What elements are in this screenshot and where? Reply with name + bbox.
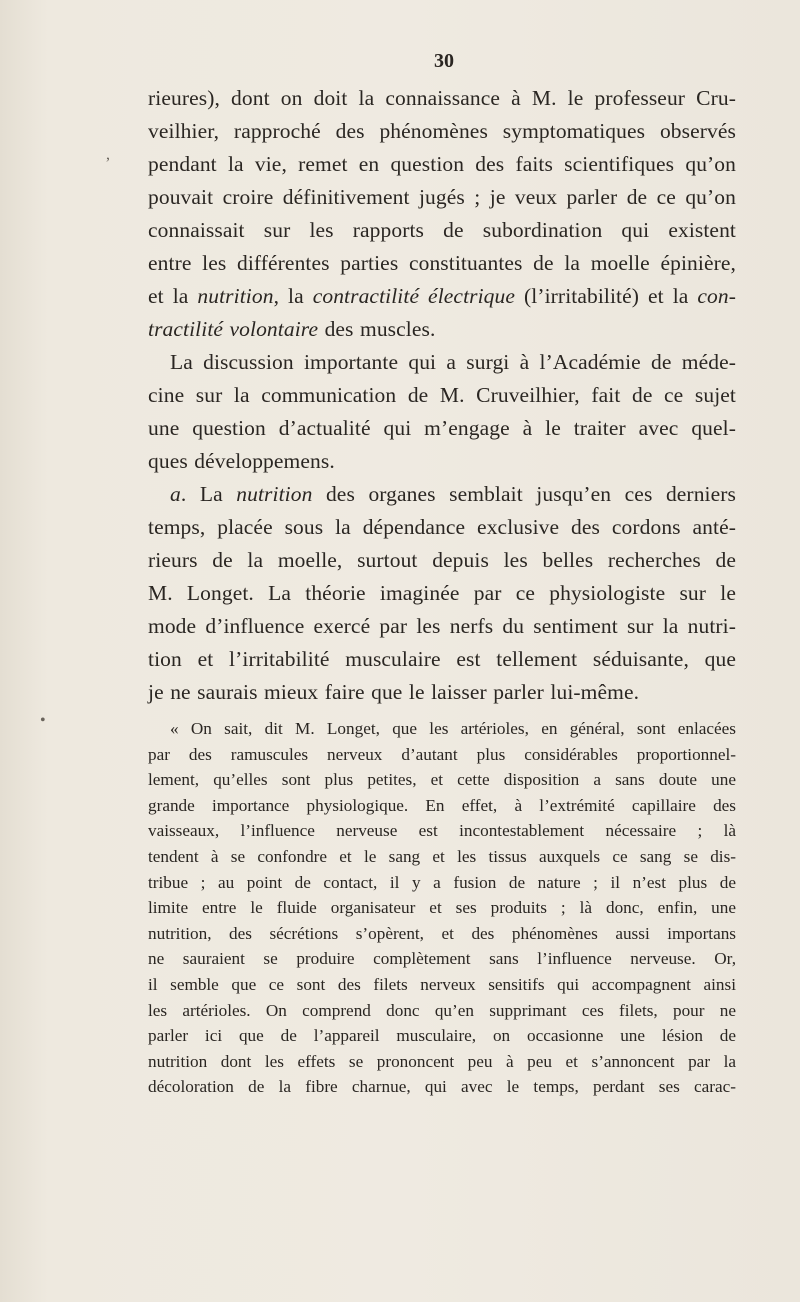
quote-line: lement, qu’elles sont plus petites, et cette disposition a sans doute une — [148, 770, 736, 790]
text-segment: rieurs de la moelle, surtout depuis les belles recherches de — [148, 548, 736, 572]
text-segment: veilhier, rapproché des phénomènes symptomatiques observés — [148, 119, 736, 143]
text-segment: , la — [273, 284, 313, 308]
text-segment: rieures), dont on doit la connaissance à M. le professeur Cru- — [148, 86, 736, 110]
text-line — [148, 313, 736, 346]
text-segment: La discussion importante qui a surgi à l’Académie de méde- — [170, 350, 736, 374]
quote-line: tendent à se confondre et le sang et les tissus auxquels ce sang se dis- — [148, 846, 736, 866]
quote-line: limite entre le fluide organisateur et ses produits ; là donc, enfin, une — [148, 898, 736, 918]
text-line — [148, 115, 736, 148]
text-line — [148, 181, 736, 214]
text-segment: temps, placée sous la dépendance exclusive des cordons anté- — [148, 515, 736, 539]
text-line — [148, 346, 736, 379]
quote-line: nutrition dont les effets se prononcent peu à peu et s’annoncent par la — [148, 1051, 736, 1071]
quote-line: grande importance physiologique. En effet, à l’extrémité capillaire des — [148, 795, 736, 815]
italic-text: a — [170, 482, 181, 506]
text-segment: ques développemens. — [148, 449, 335, 473]
text-line — [148, 379, 736, 412]
text-segment: une question d’actualité qui m’engage à le traiter avec quel- — [148, 416, 736, 440]
text-line — [148, 676, 736, 709]
text-line — [148, 478, 736, 511]
quote-line: « On sait, dit M. Longet, que les artérioles, en général, sont enlacées — [170, 719, 736, 738]
italic-text: tractilité volontaire — [148, 317, 319, 341]
text-line — [148, 643, 736, 676]
italic-text: nutrition — [236, 482, 313, 506]
text-line — [148, 148, 736, 181]
italic-text: nutrition — [197, 284, 274, 308]
text-segment: des muscles. — [318, 317, 436, 341]
text-segment: pendant la vie, remet en question des faits scientifiques qu’on — [148, 152, 736, 176]
quote-line: il semble que ce sont des filets nerveux sensitifs qui accompagnent ainsi — [148, 974, 736, 994]
quote-line: nutrition, des sécrétions s’opèrent, et des phénomènes aussi importans — [148, 923, 736, 943]
text-line — [148, 544, 736, 577]
text-segment: connaissait sur les rapports de subordination qui existent — [148, 218, 736, 242]
text-segment: M. Longet. La théorie imaginée par ce physiologiste sur le — [148, 581, 736, 605]
quote-line: décoloration de la fibre charnue, qui avec le temps, perdant ses carac- — [148, 1077, 736, 1097]
text-segment: (l’irritabilité) et la — [515, 284, 698, 308]
text-line — [148, 445, 736, 478]
text-line — [148, 577, 736, 610]
text-line — [148, 247, 736, 280]
text-line — [148, 82, 736, 115]
quote-line: parler ici que de l’appareil musculaire, on occasionne une lésion de — [148, 1026, 736, 1046]
text-segment: je ne saurais mieux faire que le laisser parler lui-même. — [148, 680, 640, 704]
text-segment: des organes semblait jusqu’en ces derniers — [312, 482, 736, 506]
quote-line: tribue ; au point de contact, il y a fusion de nature ; il n’est plus de — [148, 872, 736, 892]
text-line — [148, 412, 736, 445]
text-line — [148, 214, 736, 247]
quote-line: par des ramuscules nerveux d’autant plus considérables proportionnel- — [148, 744, 736, 764]
margin-mark: • — [40, 712, 46, 729]
page-number: 30 — [434, 50, 454, 72]
text-segment: pouvait croire définitivement jugés ; je veux parler de ce qu’on — [148, 185, 736, 209]
text-line — [148, 280, 736, 313]
text-segment: mode d’influence exercé par les nerfs du sentiment sur la nutri- — [148, 614, 736, 638]
text-segment: . La — [180, 482, 237, 506]
margin-mark: , — [106, 146, 110, 163]
text-segment: et la — [148, 284, 198, 308]
quotation-block — [148, 716, 736, 1100]
text-segment: entre les différentes parties constituantes de la moelle épinière, — [148, 251, 736, 275]
italic-text: con- — [697, 284, 736, 308]
italic-text: contractilité électrique — [312, 284, 516, 308]
text-segment: tion et l’irritabilité musculaire est tellement séduisante, que — [148, 647, 736, 671]
text-segment: cine sur la communication de M. Cruveilhier, fait de ce sujet — [148, 383, 736, 407]
quote-line: vaisseaux, l’influence nerveuse est incontestablement nécessaire ; là — [148, 821, 736, 841]
quote-line: ne sauraient se produire complètement sans l’influence nerveuse. Or, — [148, 949, 736, 969]
main-paragraphs — [148, 82, 736, 709]
text-line — [148, 511, 736, 544]
text-line — [148, 610, 736, 643]
quote-line: les artérioles. On comprend donc qu’en supprimant ces filets, pour ne — [148, 1000, 736, 1020]
